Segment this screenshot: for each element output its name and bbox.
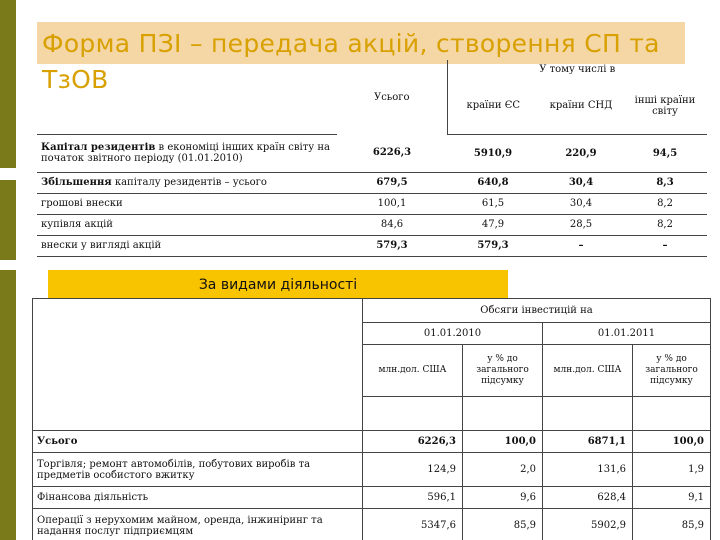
col-cis-header: країни СНД	[539, 78, 623, 134]
cell-p2: 100,0	[633, 431, 711, 453]
cell-p2: 1,9	[633, 453, 711, 487]
cell-other: 8,3	[623, 172, 707, 193]
cell-eu: 579,3	[447, 235, 539, 256]
cell-total: 579,3	[337, 235, 447, 256]
row-label-text: внески у вигляді акцій	[41, 240, 162, 251]
t2-group-header: Обсяги інвестицій на	[363, 299, 711, 323]
col-group-header: У тому числі в	[447, 60, 707, 78]
cell-p1: 2,0	[463, 453, 543, 487]
cell-cis: 220,9	[539, 134, 623, 172]
table-row	[37, 214, 707, 235]
cell-other: 8,2	[623, 214, 707, 235]
row-label: Усього	[33, 431, 363, 453]
cell-v1: 5347,6	[363, 509, 463, 540]
table-row	[33, 453, 711, 487]
cell-eu: 47,9	[447, 214, 539, 235]
table-row	[37, 172, 707, 193]
cell-other: 94,5	[623, 134, 707, 172]
col-total-header: Усього	[373, 91, 410, 103]
row-label-text: в економіці інших країн світу на початок звітного періоду (01.01.2010)	[41, 142, 330, 164]
row-label: Операції з нерухомим майном, оренда, інжиніринг та надання послуг підприємцям	[33, 509, 363, 540]
cell-v1: 6226,3	[363, 431, 463, 453]
t2-sub-pct-1: у % до загального підсумку	[463, 345, 543, 397]
table-row	[33, 487, 711, 509]
side-decor-bar-bottom	[0, 270, 16, 540]
activity-table	[32, 298, 710, 540]
row-label	[37, 172, 337, 193]
cell-v1: 124,9	[363, 453, 463, 487]
table-row	[37, 235, 707, 256]
row-label-text: капіталу резидентів – усього	[111, 177, 267, 188]
row-label-bold: Збільшення	[41, 177, 112, 188]
table-row	[33, 509, 711, 540]
t2-date1-header: 01.01.2010	[363, 323, 543, 345]
t2-sub-pct-2: у % до загального підсумку	[633, 345, 711, 397]
cell-total: 679,5	[337, 172, 447, 193]
cell-eu: 5910,9	[447, 134, 539, 172]
cell-p1: 85,9	[463, 509, 543, 540]
cell-v2: 6871,1	[543, 431, 633, 453]
cell-eu: 640,8	[447, 172, 539, 193]
row-label	[37, 134, 337, 172]
cell-v2: 628,4	[543, 487, 633, 509]
side-decor-bar-middle	[0, 180, 16, 260]
col-eu-header: країни ЄС	[447, 78, 539, 134]
row-label	[37, 214, 337, 235]
side-decor-bar-top	[0, 0, 16, 168]
cell-cis: 30,4	[539, 193, 623, 214]
cell-cis: 30,4	[539, 172, 623, 193]
cell-v2: 131,6	[543, 453, 633, 487]
page-title: Форма ПЗІ – передача акцій, створення СП та ТзОВ	[42, 29, 660, 94]
row-label: Торгівля; ремонт автомобілів, побутових виробів та предметів особистого вжитку	[33, 453, 363, 487]
cell-cis: –	[539, 235, 623, 256]
col-other-header: інші країни світу	[623, 78, 707, 134]
row-label: Фінансова діяльність	[33, 487, 363, 509]
row-label	[37, 235, 337, 256]
t2-date2-header: 01.01.2011	[543, 323, 711, 345]
cell-total: 6226,3	[337, 134, 447, 172]
row-label-text: грошові внески	[41, 198, 123, 209]
table-row	[37, 193, 707, 214]
cell-eu: 61,5	[447, 193, 539, 214]
cell-p2: 9,1	[633, 487, 711, 509]
table-row	[37, 134, 707, 172]
row-label	[37, 193, 337, 214]
t2-sub-mln-1: млн.дол. США	[363, 345, 463, 397]
cell-v2: 5902,9	[543, 509, 633, 540]
cell-total: 84,6	[337, 214, 447, 235]
cell-other: –	[623, 235, 707, 256]
cell-p1: 9,6	[463, 487, 543, 509]
t2-sub-mln-2: млн.дол. США	[543, 345, 633, 397]
cell-total: 100,1	[337, 193, 447, 214]
cell-p2: 85,9	[633, 509, 711, 540]
capital-table	[37, 60, 707, 257]
cell-v1: 596,1	[363, 487, 463, 509]
cell-cis: 28,5	[539, 214, 623, 235]
cell-other: 8,2	[623, 193, 707, 214]
cell-p1: 100,0	[463, 431, 543, 453]
table-row	[33, 431, 711, 453]
row-label-text: купівля акцій	[41, 219, 113, 230]
row-label-bold: Капітал резидентів	[41, 142, 156, 153]
section-title: За видами діяльності	[198, 277, 358, 293]
